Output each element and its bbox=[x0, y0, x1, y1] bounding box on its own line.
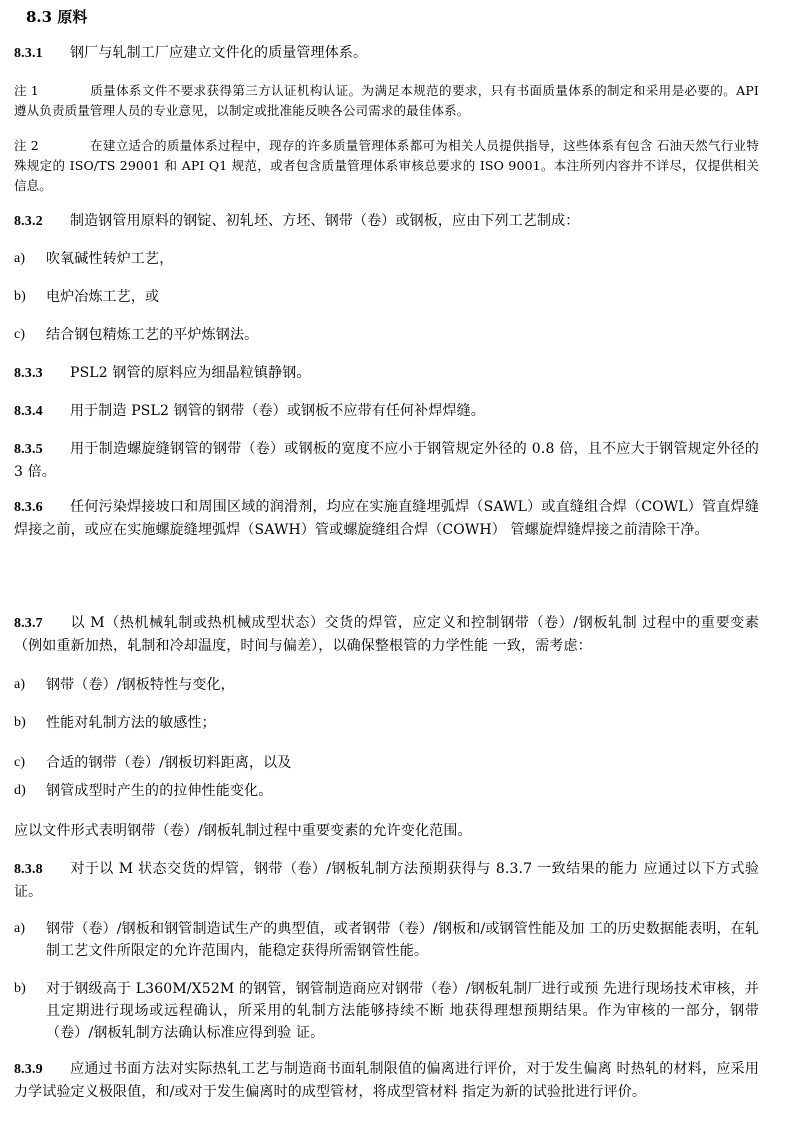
list-marker: a) bbox=[14, 251, 26, 266]
clause-8-3-2 bbox=[14, 210, 759, 233]
clause-number: 8.3.1 bbox=[14, 46, 43, 61]
list-item bbox=[14, 978, 759, 1044]
list-item-text: 吹氧碱性转炉工艺， bbox=[46, 251, 174, 267]
list-marker: b) bbox=[14, 981, 26, 996]
clause-8-3-8 bbox=[14, 858, 759, 903]
clause-text: 制造钢管用原料的钢锭、初轧坯、方坯、钢带（卷）或钢板，应由下列工艺制成： bbox=[70, 213, 580, 229]
list-item bbox=[14, 752, 759, 774]
list-item-text: 电炉冶炼工艺，或 bbox=[46, 289, 160, 305]
clause-8-3-1 bbox=[14, 42, 759, 65]
list-item-text: 钢带（卷）/钢板和钢管制造试生产的典型值，或者钢带（卷）/钢板和/或钢管性能及加 工的历史数据能表明，在轧制工艺文件所限定的允许范围内，能稳定获得所需钢管性能。 bbox=[46, 921, 759, 959]
list-item-text: 合适的钢带（卷）/钢板切料距离，以及 bbox=[46, 755, 292, 771]
list-item bbox=[14, 780, 759, 802]
clause-number: 8.3.5 bbox=[14, 442, 43, 457]
clause-8-3-4 bbox=[14, 400, 759, 423]
note-1 bbox=[14, 81, 759, 121]
note-text: 在建立适合的质量体系过程中，现存的许多质量管理体系都可为相关人员提供指导，这些体系有包含 石油天然气行业特殊规定的 ISO/TS 29001 和 API Q1 规范，或者包含质量管理体系审核总要求的 ISO 9001。本注所列内容并不详尽，仅提供相关信息。 bbox=[14, 138, 759, 193]
clause-number: 8.3.6 bbox=[14, 500, 43, 515]
list-item bbox=[14, 918, 759, 962]
clause-number: 8.3.9 bbox=[14, 1062, 43, 1077]
clause-text: 任何污染焊接坡口和周围区域的润滑剂，均应在实施直缝埋弧焊（SAWL）或直缝组合焊（COWL）管直焊缝焊接之前，或应在实施螺旋缝埋弧焊（SAWH）管或螺旋缝组合焊（COWH） 管螺旋焊缝焊接之前清除干净。 bbox=[14, 499, 759, 538]
clause-number: 8.3.4 bbox=[14, 404, 43, 419]
clause-number: 8.3.2 bbox=[14, 214, 43, 229]
list-marker: b) bbox=[14, 289, 26, 304]
clause-text: 用于制造 PSL2 钢管的钢带（卷）或钢板不应带有任何补焊焊缝。 bbox=[70, 403, 485, 419]
clause-closing: 应以文件形式表明钢带（卷）/钢板轧制过程中重要变素的允许变化范围。 bbox=[14, 823, 472, 839]
clause-text: 钢厂与轧制工厂应建立文件化的质量管理体系。 bbox=[70, 45, 368, 61]
clause-text: 用于制造螺旋缝钢管的钢带（卷）或钢板的宽度不应小于钢管规定外径的 0.8 倍，且不应大于钢管规定外径的 3 倍。 bbox=[14, 441, 759, 480]
section-heading: 8.3 原料 bbox=[26, 8, 88, 26]
list-item-text: 结合钢包精炼工艺的平炉炼钢法。 bbox=[46, 327, 259, 343]
clause-number: 8.3.3 bbox=[14, 366, 43, 381]
clause-8-3-9 bbox=[14, 1058, 759, 1103]
list-item bbox=[14, 712, 759, 734]
clause-text: 以 M（热机械轧制或热机械成型状态）交货的焊管，应定义和控制钢带（卷）/钢板轧制 过程中的重要变素（例如重新加热，轧制和冷却温度，时间与偏差），以确保整根管的力学性能 一致，需考虑： bbox=[14, 615, 759, 654]
clause-number: 8.3.8 bbox=[14, 862, 43, 877]
clause-8-3-5 bbox=[14, 438, 759, 483]
list-marker: d) bbox=[14, 783, 26, 798]
clause-8-3-6 bbox=[14, 496, 759, 541]
list-item-text: 钢管成型时产生的的拉伸性能变化。 bbox=[46, 783, 273, 799]
list-item bbox=[14, 248, 759, 270]
list-marker: a) bbox=[14, 677, 26, 692]
list-item-text: 钢带（卷）/钢板特性与变化， bbox=[46, 677, 235, 693]
list-marker: c) bbox=[14, 327, 26, 342]
list-marker: c) bbox=[14, 755, 26, 770]
clause-text: PSL2 钢管的原料应为细晶粒镇静钢。 bbox=[70, 365, 311, 381]
clause-text: 对于以 M 状态交货的焊管，钢带（卷）/钢板轧制方法预期获得与 8.3.7 一致结果的能力 应通过以下方式验证。 bbox=[14, 861, 759, 900]
list-item-text: 性能对轧制方法的敏感性； bbox=[46, 715, 216, 731]
clause-8-3-3 bbox=[14, 362, 759, 385]
clause-text: 应通过书面方法对实际热轧工艺与制造商书面轧制限值的偏离进行评价，对于发生偏离 时热轧的材料，应采用力学试验定义极限值，和/或对于发生偏离时的成型管材，将成型管材料 指定为新的试验批进行评价。 bbox=[14, 1061, 759, 1100]
note-label: 注 1 bbox=[14, 83, 39, 98]
note-text: 质量体系文件不要求获得第三方认证机构认证。为满足本规范的要求，只有书面质量体系的制定和采用是必要的。API 遵从负责质量管理人员的专业意见，以制定或批准能反映各公司需求的最佳体系。 bbox=[14, 83, 759, 118]
note-label: 注 2 bbox=[14, 138, 39, 153]
clause-8-3-7 bbox=[14, 612, 759, 657]
list-item bbox=[14, 324, 759, 346]
list-item bbox=[14, 674, 759, 696]
list-marker: b) bbox=[14, 715, 26, 730]
list-marker: a) bbox=[14, 921, 26, 936]
clause-number: 8.3.7 bbox=[14, 616, 43, 631]
note-2 bbox=[14, 136, 759, 196]
list-item-text: 对于钢级高于 L360M/X52M 的钢管，钢管制造商应对钢带（卷）/钢板轧制厂进行或预 先进行现场技术审核，并且定期进行现场或远程确认，所采用的轧制方法能够持续不断 地获得理想预期结果。作为审核的一部分，钢带（卷）/钢板轧制方法确认标准应得到验 证。 bbox=[46, 981, 759, 1041]
list-item bbox=[14, 286, 759, 308]
